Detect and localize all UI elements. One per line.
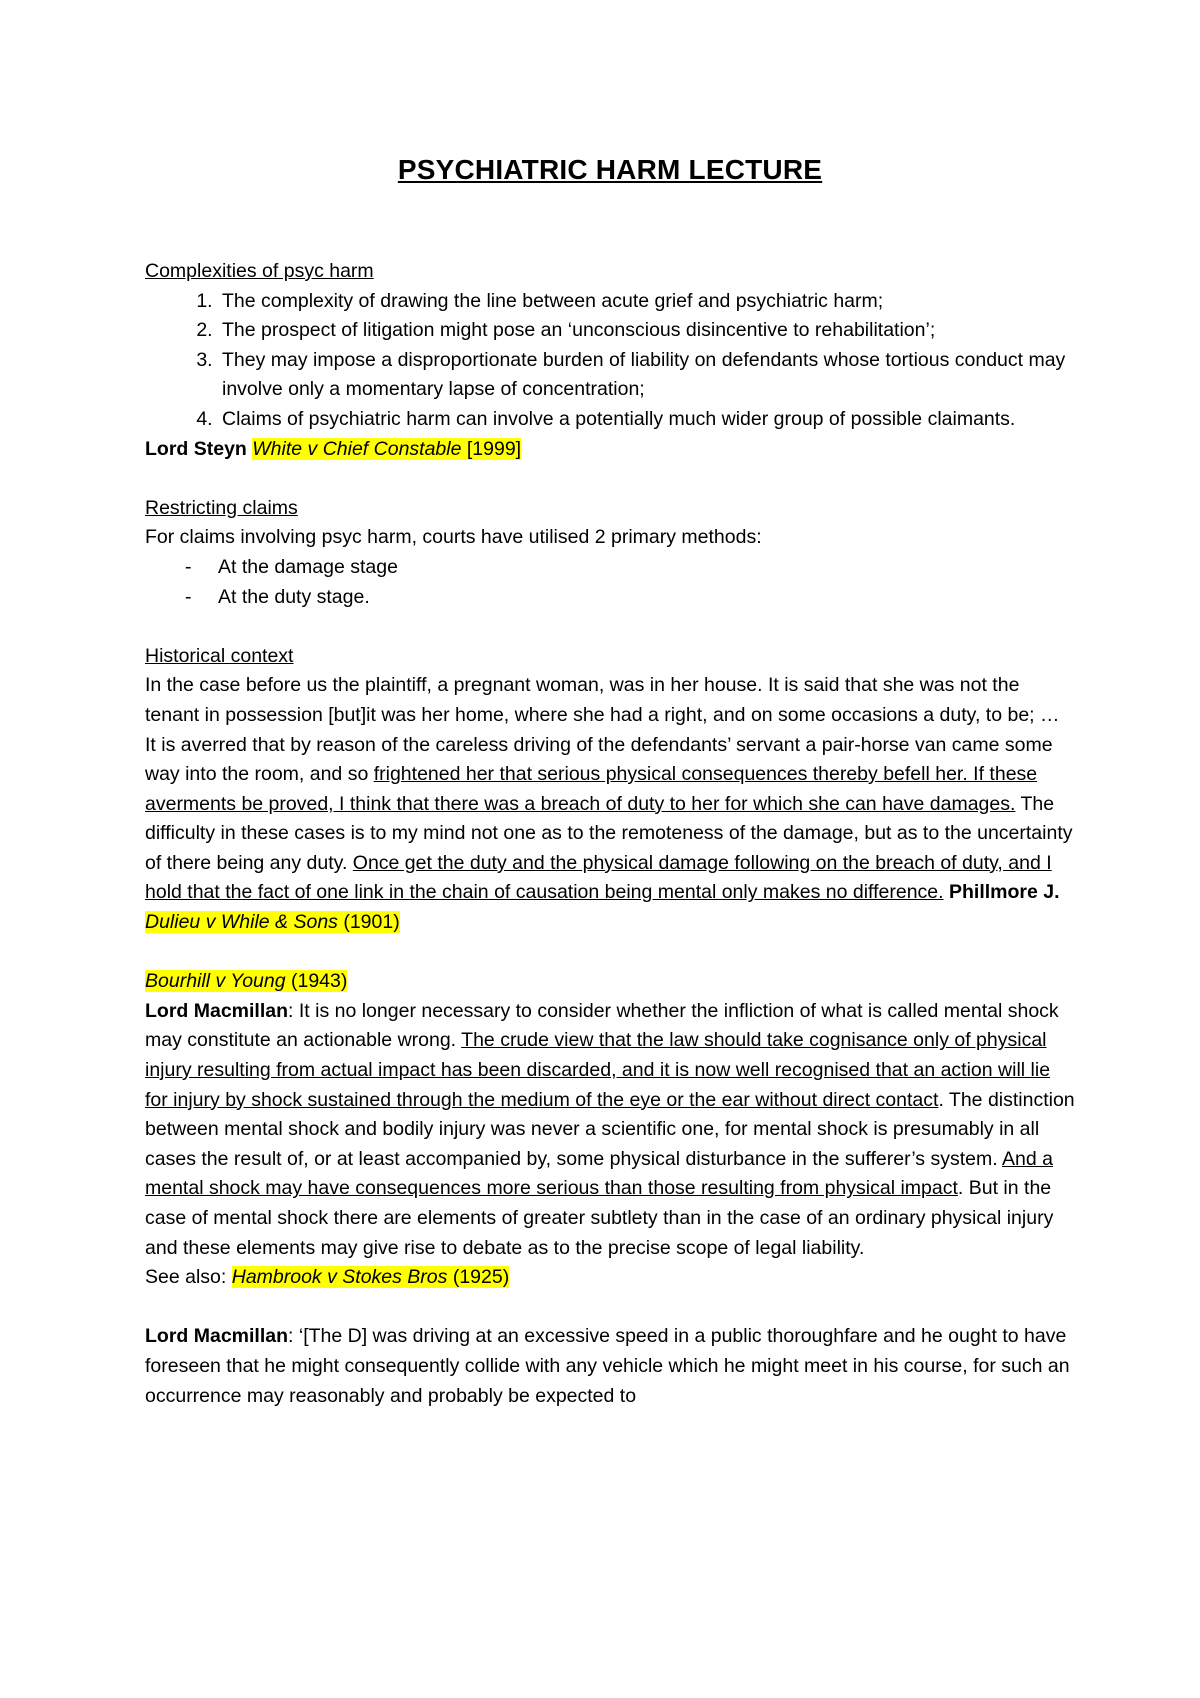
section-heading-historical: Historical context	[145, 644, 294, 667]
citation-judge: Lord Macmillan	[145, 1325, 289, 1348]
underlined-passage: Once get the duty and the physical damage following on the breach of duty, and I hold that the fact of one link in the chain of causation being mental only makes no difference.	[145, 851, 1052, 904]
case-year: (1925)	[447, 1266, 510, 1289]
bourhill-quote: Lord Macmillan: It is no longer necessary to consider whether the infliction of what is called mental shock may constitute an actionable wrong. The crude view that the law should take cognisance only of physical injury resulting from actual impact has been discarded, and it is now well recognised that an action will lie for injury by shock sustained through the medium of the eye or the ear without direct contact. The distinction between mental shock and bodily injury was never a scientific one, for mental shock is presumably in all cases the result of, or at least accompanied by, some physical disturbance in the sufferer’s system. And a mental shock may have consequences more serious than those resulting from physical impact. But in the case of mental shock there are elements of greater subtlety than in the case of an ordinary physical injury and these elements may give rise to debate as to the precise scope of legal liability.	[145, 999, 1075, 1259]
document-body	[145, 150, 1075, 1411]
case-name-highlight: Dulieu v While & Sons	[145, 911, 338, 934]
complexities-list	[145, 287, 1075, 435]
list-item: 3. They may impose a disproportionate burden of liability on defendants whose tortious conduct may involve only a momentary lapse of concentration;	[218, 346, 1075, 405]
macmillan-quote: Lord Macmillan: ‘[The D] was driving at an excessive speed in a public thoroughfare and he ought to have foreseen that he might consequently collide with any vehicle which he might meet in his course, for such an occurrence may reasonably and probably be expected to	[145, 1325, 1070, 1407]
case-name-highlight: White v Chief Constable	[252, 437, 462, 460]
dash-bullet: -	[185, 555, 192, 578]
underlined-passage: The crude view that the law should take cognisance only of physical injury resulting from actual impact has been discarded, and it is now well recognised that an action will lie for injury by shock sustained through the medium of the eye or the ear without direct contact	[145, 1029, 1051, 1111]
case-year: [1999]	[461, 437, 522, 460]
see-also: See also: Hambrook v Stokes Bros (1925)	[145, 1266, 510, 1289]
case-year: (1943)	[285, 970, 348, 993]
case-name-highlight: Hambrook v Stokes Bros	[231, 1266, 448, 1289]
page-title: PSYCHIATRIC HARM LECTURE	[397, 154, 823, 185]
underlined-passage: frightened her that serious physical consequences thereby befell her. If these averments be proved, I think that there was a breach of duty to her for which she can have damages.	[145, 763, 1038, 815]
list-item: - At the damage stage	[145, 553, 1075, 583]
case-name-highlight: Bourhill v Young	[145, 970, 286, 993]
citation-white	[145, 435, 1075, 465]
underlined-passage: And a mental shock may have consequences more serious than those resulting from physical impact	[145, 1147, 1053, 1200]
case-heading-bourhill	[145, 967, 1075, 997]
section-heading-complexities: Complexities of psyc harm	[145, 260, 374, 282]
list-item: 4. Claims of psychiatric harm can involve a potentially much wider group of possible claimants.	[218, 405, 1075, 435]
case-year: (1901)	[337, 911, 400, 934]
citation-judge: Phillmore J.	[943, 881, 1060, 904]
dash-bullet: -	[185, 585, 192, 608]
list-item: - At the duty stage.	[145, 583, 1075, 613]
citation-judge: Lord Steyn	[145, 437, 253, 460]
list-item: 2. The prospect of litigation might pose an ‘unconscious disincentive to rehabilitation’;	[218, 316, 1075, 346]
dulieu-quote: In the case before us the plaintiff, a pregnant woman, was in her house. It is said that she was not the tenant in possession [but]it was her home, where she had a right, and on some occasions a duty, to be; … It is averred that by reason of the careless driving of the defendants’ servant a pair-horse van came some way into the room, and so frightened her that serious physical consequences thereby befell her. If these averments be proved, I think that there was a breach of duty to her for which she can have damages. The difficulty in these cases is to my mind not one as to the remoteness of the damage, but as to the uncertainty of there being any duty. Once get the duty and the physical damage following on the breach of duty, and I hold that the fact of one link in the chain of causation being mental only makes no difference. Phillmore J. Dulieu v While & Sons (1901)	[145, 674, 1073, 934]
restricting-intro: For claims involving psyc harm, courts have utilised 2 primary methods:	[145, 526, 762, 549]
citation-judge: Lord Macmillan	[145, 999, 289, 1022]
methods-list	[145, 553, 1075, 612]
section-heading-restricting: Restricting claims	[145, 496, 298, 519]
list-item: 1. The complexity of drawing the line between acute grief and psychiatric harm;	[218, 287, 1075, 317]
